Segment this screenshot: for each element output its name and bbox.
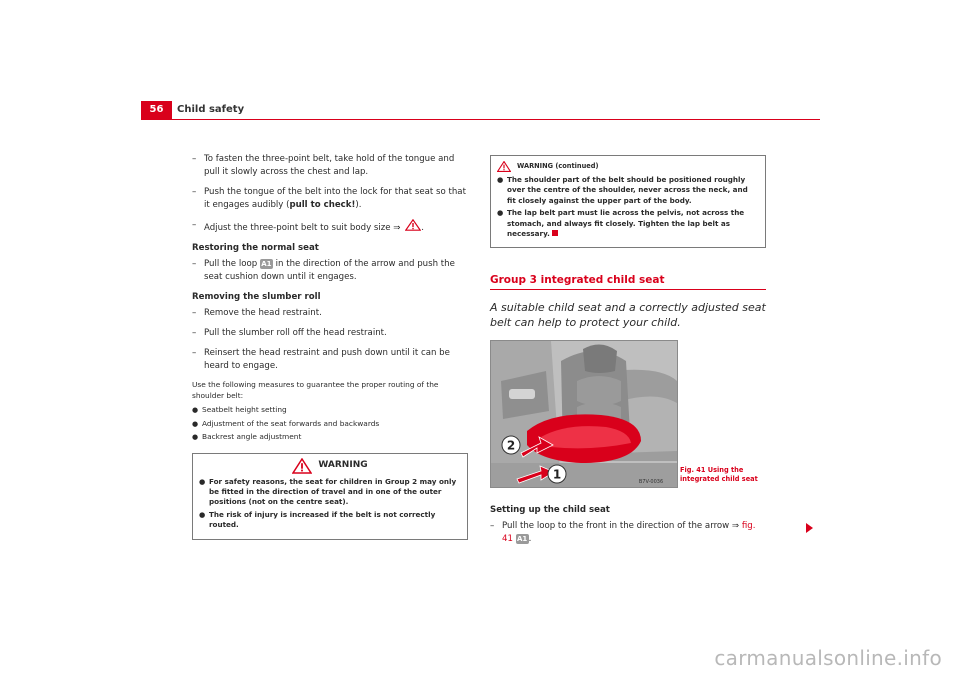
warning-item: ● For safety reasons, the seat for children in Group 2 may only be fitted in the direction of travel and in one of the outer positions (not on the centre seat).	[199, 476, 457, 507]
step-dash: –	[490, 521, 495, 532]
slumber-roll-heading: Removing the slumber roll	[192, 292, 321, 302]
child-seat-drawing	[491, 341, 677, 487]
warning-triangle-icon	[405, 219, 421, 231]
figure-code: B7V-0036	[638, 479, 664, 486]
callout-badge-a1: A1	[261, 260, 272, 268]
step-dash: –	[192, 220, 197, 230]
pull-to-check-text: pull to check!	[289, 200, 356, 210]
callout-badge-a1: A1	[517, 535, 528, 544]
step-dash: –	[192, 154, 197, 164]
setup-heading: Setting up the child seat	[490, 505, 610, 516]
figure-reference-link[interactable]: fig. 41	[502, 521, 756, 545]
section-title: Child safety	[177, 104, 245, 115]
watermark: carmanualsonline.info	[714, 646, 942, 670]
right-column	[490, 155, 766, 553]
warning-box	[192, 453, 468, 540]
step-reinsert-restraint: – Reinsert the head restraint and push down until it can be heard to engage.	[192, 348, 450, 371]
group3-section-title: Group 3 integrated child seat	[490, 274, 766, 290]
warning-continued-box	[490, 155, 766, 248]
step-restore-seat: – Pull the loop A1 in the direction of the arrow and push the seat cushion down until it engages.	[192, 259, 455, 282]
warning-continued-title: WARNING (continued)	[517, 162, 599, 170]
step-dash: –	[192, 328, 197, 338]
measure-item: ● Adjustment of the seat forwards and backwards	[192, 418, 380, 428]
step-dash: –	[192, 187, 197, 197]
figure-41	[490, 340, 766, 488]
step-adjust-belt: – Adjust the three-point belt to suit body size ⇒ .	[192, 220, 424, 233]
measure-item: ● Seatbelt height setting	[192, 405, 287, 414]
callout-1: 1	[552, 467, 562, 482]
step-remove-restraint: – Remove the head restraint.	[192, 308, 322, 318]
page-number: 56	[141, 101, 172, 119]
warning-title: WARNING	[318, 460, 368, 470]
warning-item: ● The shoulder part of the belt should be positioned roughly over the centre of the shoulder, never across the neck, and fit closely against the upper part of the body.	[497, 175, 748, 205]
restore-seat-heading: Restoring the normal seat	[192, 243, 319, 253]
child-seat-illustration	[490, 340, 678, 488]
page-header	[141, 101, 820, 120]
warning-header	[199, 458, 461, 474]
warning-continued-header	[497, 160, 759, 173]
step-push-tongue: – Push the tongue of the belt into the lock for that seat so that it engages audibly (pull to check!).	[192, 187, 466, 210]
step-pull-roll: – Pull the slumber roll off the head restraint.	[192, 328, 387, 338]
next-page-arrow-icon[interactable]	[806, 523, 813, 533]
step-dash: –	[192, 308, 197, 318]
lead-paragraph: A suitable child seat and a correctly adjusted seat belt can help to protect your child.	[490, 301, 766, 330]
warning-triangle-icon	[497, 161, 511, 172]
step-dash: –	[192, 259, 197, 269]
end-mark-icon	[552, 230, 558, 236]
step-dash: –	[192, 348, 197, 358]
figure-caption: Fig. 41 Using the integrated child seat	[680, 466, 758, 483]
measure-item: ● Backrest angle adjustment	[192, 432, 302, 441]
step-setup-child-seat: – Pull the loop to the front in the direction of the arrow ⇒ fig. 41 A1.	[490, 521, 756, 545]
warning-triangle-icon	[292, 458, 312, 474]
step-fasten-belt: – To fasten the three-point belt, take hold of the tongue and pull it slowly across the chest and lap.	[192, 154, 455, 177]
left-column	[192, 153, 468, 540]
measures-intro: Use the following measures to guarantee the proper routing of the shoulder belt:	[192, 380, 439, 400]
warning-item: ● The lap belt part must lie across the pelvis, not across the stomach, and always fit closely. Tighten the lap belt as necessary.	[497, 208, 745, 239]
warning-item: ● The risk of injury is increased if the belt is not correctly routed.	[199, 509, 436, 530]
callout-2: 2	[506, 438, 516, 453]
